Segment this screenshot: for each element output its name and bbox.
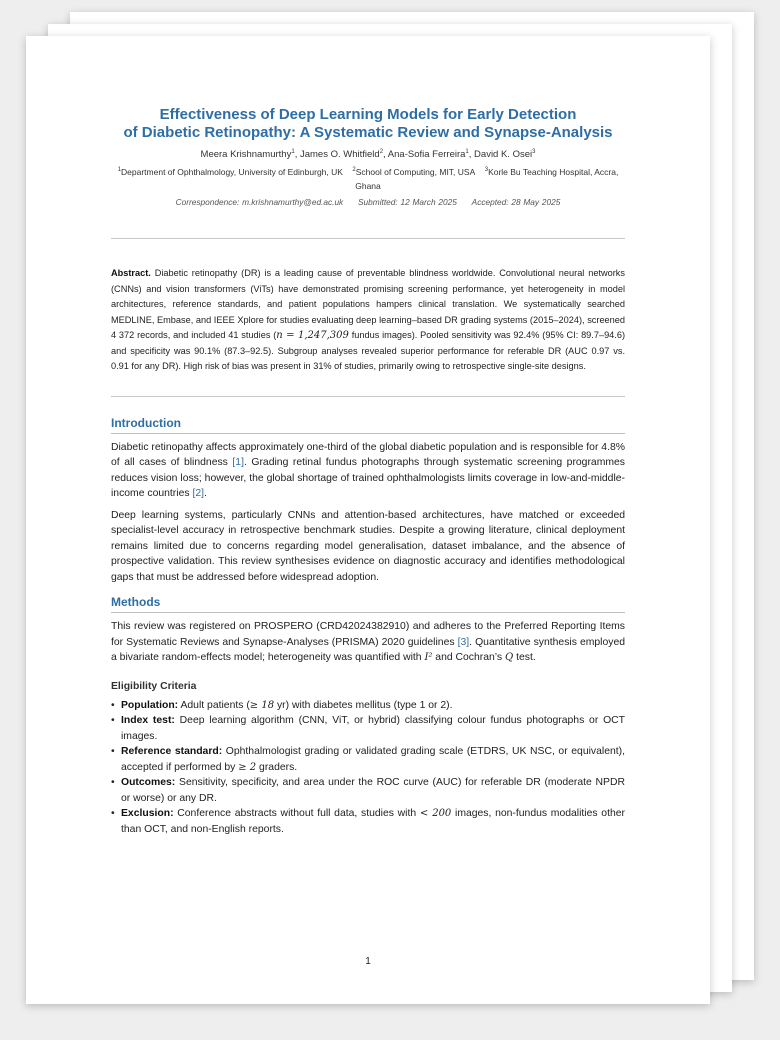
- methods-paragraph: [111, 619, 625, 666]
- math-i-squared: I²: [424, 652, 433, 663]
- criterion-label: Exclusion:: [121, 808, 174, 819]
- submitted-date: Submitted: 12 March 2025: [358, 197, 457, 207]
- math-q: Q: [505, 652, 514, 663]
- criterion-text: yr) with diabetes mellitus (type 1 or 2).: [274, 699, 453, 711]
- author-affiliation-mark: 1: [291, 148, 295, 155]
- accepted-date: Accepted: 28 May 2025: [471, 197, 561, 207]
- eligibility-heading: Eligibility Criteria: [111, 680, 197, 692]
- page-content: [111, 106, 625, 837]
- criterion-text: Conference abstracts without full data, studies with: [177, 808, 420, 819]
- abstract: [111, 266, 625, 375]
- eligibility-list: [111, 698, 625, 838]
- divider-top: [111, 238, 625, 239]
- paragraph-text: and Cochran’s: [432, 652, 505, 663]
- author-list: Meera Krishnamurthy$^1$, James O. Whitfield$^2$, Ana-Sofia Ferreira$^1$, David K. Osei$^3$: [200, 148, 536, 160]
- affiliation-text: Korle Bu Teaching Hospital, Accra, Ghana: [355, 167, 619, 191]
- divider-bottom: [111, 396, 625, 397]
- author-affiliation-mark: 1: [465, 148, 469, 155]
- criterion-text: images, non-fundus modalities other than OCT, and non-English reports.: [121, 808, 625, 835]
- criterion-label: Reference standard:: [121, 746, 223, 757]
- criterion-text: Deep learning algorithm (CNN, ViT, or hybrid) classifying colour fundus photographs or OCT images.: [121, 715, 626, 742]
- paragraph-text: Diabetic retinopathy affects approximately one-third of the global diabetic population and is responsible for 4.8% of all cases of blindness: [111, 441, 625, 468]
- abstract-label: Abstract.: [111, 268, 151, 278]
- author-affiliation-mark: 2: [379, 148, 384, 155]
- correspondence-email: Correspondence: m.krishnamurthy@ed.ac.uk: [175, 197, 344, 207]
- criterion-math: < 200: [419, 808, 452, 819]
- citation-link[interactable]: [3]: [457, 636, 470, 648]
- criterion-text: graders.: [256, 761, 298, 773]
- affiliation-number: 2: [352, 167, 356, 174]
- author-name: Ana-Sofia Ferreira: [387, 149, 466, 160]
- abstract-sample-size: n = 1,247,309: [276, 330, 349, 341]
- title-line-2: of Diabetic Retinopathy: A Systematic Review and Synapse-Analysis: [123, 124, 613, 141]
- list-item: [111, 744, 625, 775]
- page-number: 1: [365, 956, 371, 967]
- list-item: [111, 806, 625, 837]
- affiliation-number: 1: [117, 167, 122, 174]
- criterion-label: Population:: [121, 699, 179, 711]
- criterion-text: Sensitivity, specificity, and area under the ROC curve (AUC) for referable DR (moderate NPDR or worse) or any DR.: [121, 777, 625, 804]
- affiliation-text: School of Computing, MIT, USA: [355, 167, 476, 177]
- criterion-math: ≥ 18: [249, 699, 275, 711]
- list-item: [111, 775, 625, 806]
- introduction-paragraph-2: Deep learning systems, particularly CNNs and attention-based architectures, have matched or exceeded specialist-level accuracy in retrospective benchmark studies. Despite a growing literature, clinical deployment remains limited due to concerns regarding model generalisation, dataset imbalance, and the absence of prospective validation. This review synthesises evidence on diagnostic accuracy and identifies methodological gaps that must be addressed before widespread adoption.: [111, 509, 625, 583]
- methods-heading: Methods: [111, 595, 625, 613]
- paragraph-text: test.: [513, 652, 536, 663]
- abstract-text-cont: fundus images). Pooled sensitivity was 92.4% (95% CI: 89.7–94.6) and specificity was 90.1% (87.3–92.5). Subgroup analyses revealed superior performance for referable DR (AUC 0.97 vs. 0.91 for any DR). High risk of bias was present in 31% of studies, primarily owing to retrospective single-site designs.: [111, 330, 626, 371]
- criterion-math: ≥ 2: [238, 761, 257, 773]
- paragraph-text: . Grading retinal fundus photographs through systematic screening programmes reduces vision loss; however, the global shortage of trained ophthalmologists limits coverage in low-and-middle-income countries: [111, 457, 625, 499]
- criterion-label: Outcomes:: [121, 777, 176, 788]
- affiliation-text: Department of Ophthalmology, University of Edinburgh, UK: [121, 167, 343, 177]
- criterion-text: Adult patients (: [180, 699, 250, 711]
- paper-title: [111, 106, 625, 142]
- correspondence-line: [111, 197, 625, 207]
- paper-page: [26, 36, 710, 1004]
- citation-link[interactable]: [2]: [192, 488, 204, 499]
- introduction-heading: Introduction: [111, 416, 625, 434]
- criterion-label: Index test:: [121, 715, 175, 726]
- affiliations: [111, 165, 625, 193]
- affiliation-number: 3: [484, 167, 489, 174]
- author-affiliation-mark: 3: [532, 148, 536, 155]
- list-item: [111, 713, 625, 744]
- paragraph-text: This review was registered on PROSPERO (CRD42024382910) and adheres to the Preferred Reporting Items for Systematic Reviews and Synapse-Analyses (PRISMA) 2020 guidelines: [111, 621, 625, 648]
- author-name: James O. Whitfield: [299, 149, 380, 160]
- paragraph-text: .: [204, 488, 207, 499]
- criterion-text: Ophthalmologist grading or validated grading scale (ETDRS, UK NSC, or equivalent), accepted if performed by: [121, 746, 625, 773]
- list-item: [111, 698, 625, 714]
- introduction-paragraph-1: [111, 440, 625, 502]
- author-name: David K. Osei: [474, 149, 533, 160]
- author-name: Meera Krishnamurthy: [200, 149, 292, 160]
- abstract-text: Diabetic retinopathy (DR) is a leading cause of preventable blindness worldwide. Convolutional neural networks (CNNs) and vision transformers (ViTs) have demonstrated promising screening performance, yet heterogeneity in model architectures, reference standards, and patient populations hampers clinical translation. We systematically searched MEDLINE, Embase, and IEEE Xplore for studies evaluating deep learning–based DR grading systems (2015–2024), screened 4 372 records, and included 41 studies (: [111, 268, 625, 340]
- citation-link[interactable]: [1]: [232, 457, 244, 468]
- paragraph-text: . Quantitative synthesis employed a bivariate random-effects model; heterogeneity was quantified with: [111, 636, 625, 663]
- title-line-1: Effectiveness of Deep Learning Models for Early Detection: [159, 106, 577, 123]
